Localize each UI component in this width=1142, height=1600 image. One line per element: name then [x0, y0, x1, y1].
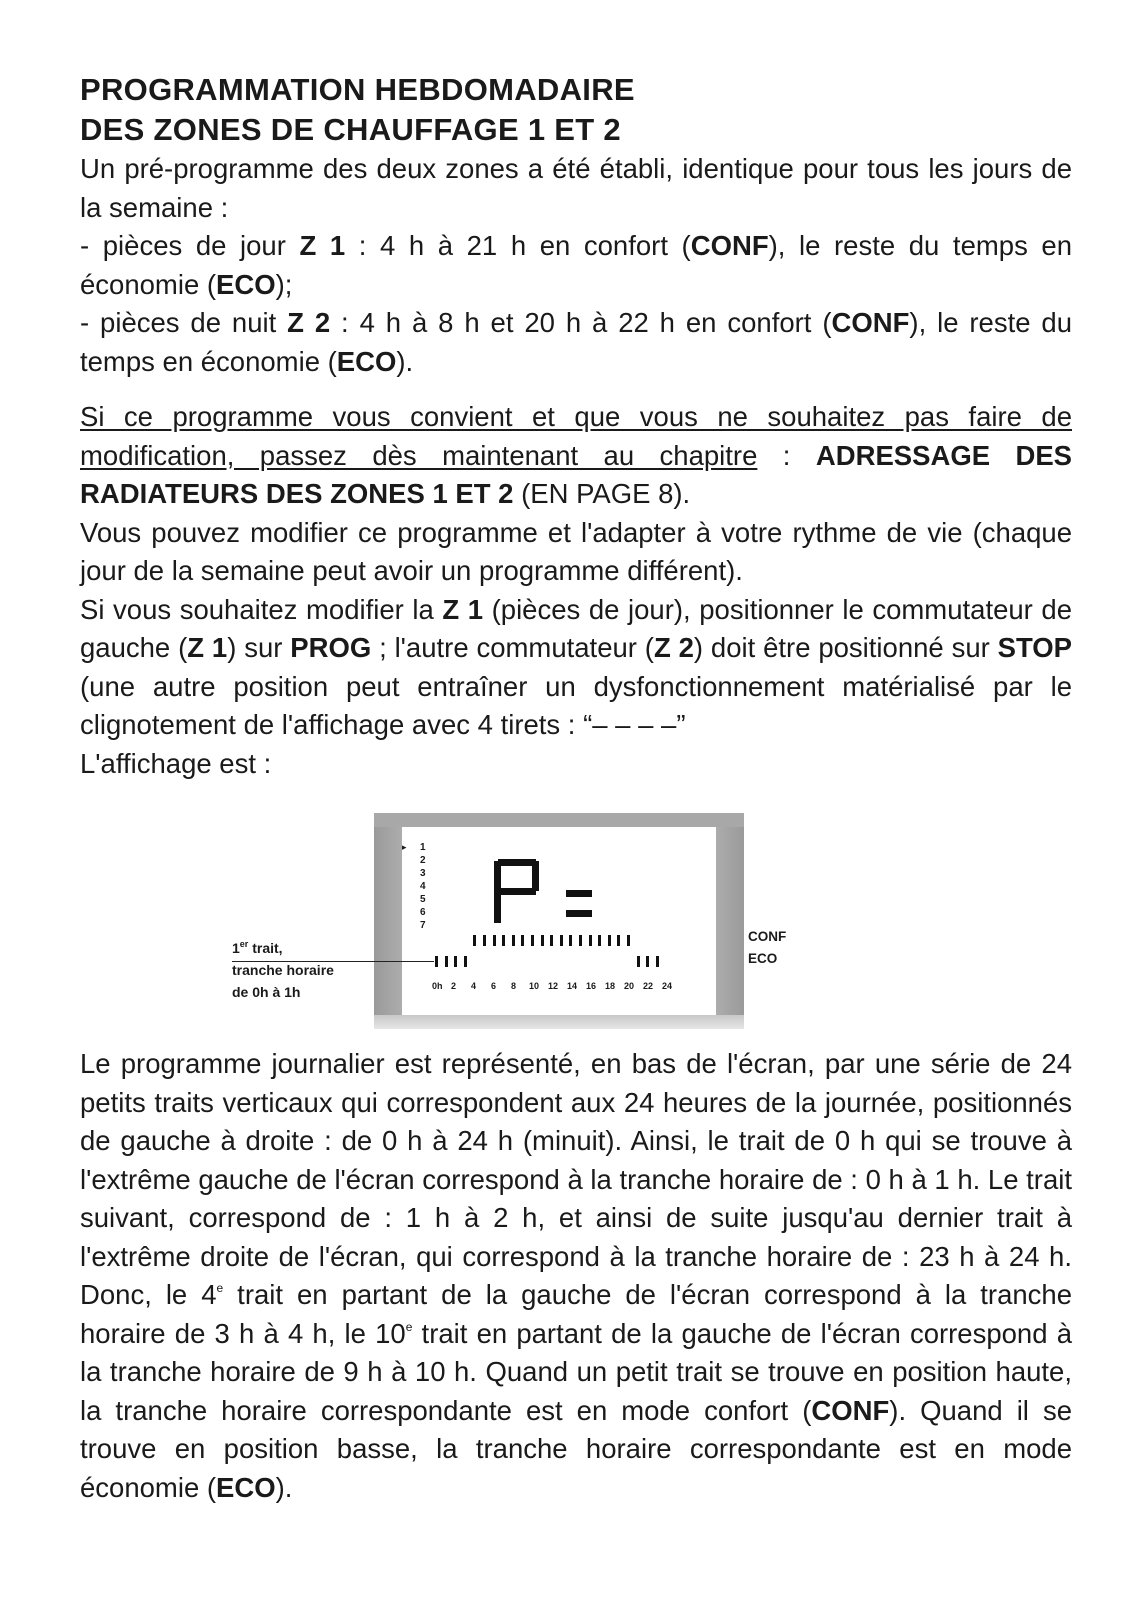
chapter-reference: ADRESSAGE DES RADIATEURS DES ZONES 1 ET 2 [80, 439, 1073, 509]
z1-text: : 4 h à 21 h en confort ( [345, 230, 691, 261]
hour-bar-conf [579, 935, 582, 946]
day-number: 2 [420, 855, 426, 866]
z1-prefix: - pièces de jour [80, 230, 300, 261]
hour-bar-conf [521, 935, 524, 946]
hour-tick: 24 [662, 981, 673, 991]
switch-text-e: ) doit être positionné sur [693, 632, 998, 663]
hour-bar-conf [541, 935, 544, 946]
hour-tick: 22 [643, 981, 654, 991]
z1-label: Z 1 [299, 230, 346, 261]
mode-conf-label: CONF [748, 929, 787, 944]
body-text-d: ). Quand il se trouve en position basse, la tranche horaire correspondante est en mode économie ( [80, 1394, 1072, 1503]
body-text-b: trait en partant de la gauche de l'écran correspond à la tranche horaire de 3 h à 4 h, le 10 [80, 1279, 1073, 1349]
explanation-paragraph [80, 1045, 1072, 1507]
hour-tick: 20 [624, 981, 635, 991]
day-number: 3 [420, 868, 426, 879]
page-title [80, 70, 1072, 150]
hour-tick: 2 [451, 981, 457, 991]
z1-conf: CONF [690, 230, 769, 261]
z2-end: ). [396, 345, 414, 377]
day-number: 5 [420, 894, 426, 905]
hour-tick: 8 [511, 981, 517, 991]
switch-z1-b: Z 1 [187, 632, 228, 663]
hour-tick: 18 [605, 981, 616, 991]
display-frame-bottom [374, 1015, 744, 1029]
hour-bar-eco [656, 956, 659, 967]
hour-bar-eco [646, 956, 649, 967]
instructions-paragraph [80, 398, 1072, 783]
switch-stop: STOP [997, 632, 1073, 663]
hour-tick: 12 [548, 981, 559, 991]
ordinal-sup: e [405, 1319, 413, 1334]
z2-conf: CONF [831, 307, 910, 338]
hour-bar-conf [560, 935, 563, 946]
hour-bar-conf [598, 935, 601, 946]
day-number: 4 [420, 881, 426, 892]
day-number: 1 [420, 842, 426, 853]
hour-bar-eco [454, 956, 457, 967]
hour-bar-conf [627, 935, 630, 946]
callout-leader-line [232, 961, 434, 962]
hour-bar-conf [589, 935, 592, 946]
hour-tick: 0h [432, 981, 443, 991]
day-numbers [420, 841, 426, 932]
hour-bar-eco [637, 956, 640, 967]
z2-label: Z 2 [287, 307, 331, 338]
ordinal-sup: e [216, 1281, 224, 1295]
callout-text: trait, [248, 940, 283, 956]
z1-text-2: ), le reste du temps en économie ( [80, 230, 1073, 300]
z2-text: : 4 h à 8 h et 20 h à 22 h en confort ( [330, 307, 832, 338]
switch-text-d: ; l'autre commutateur ( [371, 632, 654, 663]
callout-sup: er [239, 939, 249, 949]
hour-bar-conf [493, 935, 496, 946]
switch-text-b: (pièces de jour), positionner le commutateur de gauche ( [80, 593, 1072, 663]
hour-bar-eco [435, 956, 438, 967]
page-reference: (EN PAGE 8). [513, 478, 691, 509]
switch-z1: Z 1 [442, 593, 484, 625]
hour-tick: 6 [491, 981, 497, 991]
hour-bar-conf [502, 935, 505, 946]
hour-tick: 14 [567, 981, 578, 991]
day-number: 6 [420, 907, 426, 918]
switch-text-c: ) sur [227, 632, 291, 663]
hour-bar-conf [531, 935, 534, 946]
display-frame-top [374, 813, 744, 827]
z2-prefix: - pièces de nuit [80, 307, 288, 338]
z2-eco: ECO [336, 345, 397, 377]
hour-bar-conf [473, 935, 476, 946]
mode-eco-label: ECO [748, 951, 778, 966]
switch-prog: PROG [290, 632, 372, 663]
z1-end: ); [275, 268, 293, 300]
switch-z2: Z 2 [653, 632, 694, 663]
first-bar-callout [232, 937, 334, 1003]
hour-bar-conf [608, 935, 611, 946]
body-text-e: ). [275, 1471, 293, 1503]
callout-line-2: tranche horaire [232, 962, 334, 978]
skip-note: Si ce programme vous convient et que vous ne souhaitez pas faire de modification, passez dès maintenant au chapitre [80, 401, 1072, 471]
title-line-2: DES ZONES DE CHAUFFAGE 1 ET 2 [80, 112, 621, 147]
day-marker-icon: ▸ [402, 842, 407, 852]
switch-text-a: Si vous souhaitez modifier la [80, 593, 443, 625]
hour-bar-conf [512, 935, 515, 946]
intro-text: Un pré-programme des deux zones a été établi, identique pour tous les jours de la semaine : [80, 153, 1072, 223]
switch-text-f: (une autre position peut entraîner un dysfonctionnement matérialisé par le clignotement de l'affichage avec 4 tirets : “– – – –” [80, 670, 1072, 740]
day-number: 7 [420, 920, 426, 931]
hour-bar-eco [445, 956, 448, 967]
hour-bar-conf [617, 935, 620, 946]
colon: : [757, 439, 816, 471]
page [80, 70, 1072, 1507]
hour-tick-labels [432, 981, 672, 993]
hour-bar-conf [550, 935, 553, 946]
callout-line-3: de 0h à 1h [232, 984, 301, 1000]
lcd-display-figure [80, 795, 1072, 1045]
hour-bar-conf [569, 935, 572, 946]
z2-text-2: ), le reste du temps en économie ( [80, 307, 1073, 377]
hour-tick: 16 [586, 981, 597, 991]
display-intro: L'affichage est : [80, 747, 272, 779]
hour-tick: 10 [529, 981, 540, 991]
hour-bar-eco [464, 956, 467, 967]
hour-bar-conf [483, 935, 486, 946]
callout-number: 1 [232, 940, 240, 956]
body-eco: ECO [216, 1471, 276, 1503]
modify-text: Vous pouvez modifier ce programme et l'adapter à votre rythme de vie (chaque jour de la semaine peut avoir un programme différent). [80, 516, 1072, 586]
body-conf: CONF [811, 1394, 890, 1426]
z1-eco: ECO [216, 268, 276, 300]
title-line-1: PROGRAMMATION HEBDOMADAIRE [80, 72, 635, 107]
intro-paragraph [80, 150, 1072, 381]
body-text-c: trait en partant de la gauche de l'écran correspond à la tranche horaire de 9 h à 10 h. Quand un petit trait se trouve en position haute, la tranche horaire correspondante est en mode confort ( [80, 1317, 1072, 1426]
hour-tick: 4 [471, 981, 477, 991]
body-text-a: Le programme journalier est représenté, en bas de l'écran, par une série de 24 petits traits verticaux qui correspondent aux 24 heures de la journée, positionnés de gauche à droite : de 0 h à 24 h (minuit). Ainsi, le trait de 0 h qui se trouve à l'extrême gauche de l'écran correspond à la tranche horaire de : 0 h à 1 h. Le trait suivant, correspond de : 1 h à 2 h, et ainsi de suite jusqu'au dernier trait à l'extrême droite de l'écran, qui correspond à la tranche horaire de : 23 h à 24 h. Donc, le 4 [80, 1048, 1072, 1310]
